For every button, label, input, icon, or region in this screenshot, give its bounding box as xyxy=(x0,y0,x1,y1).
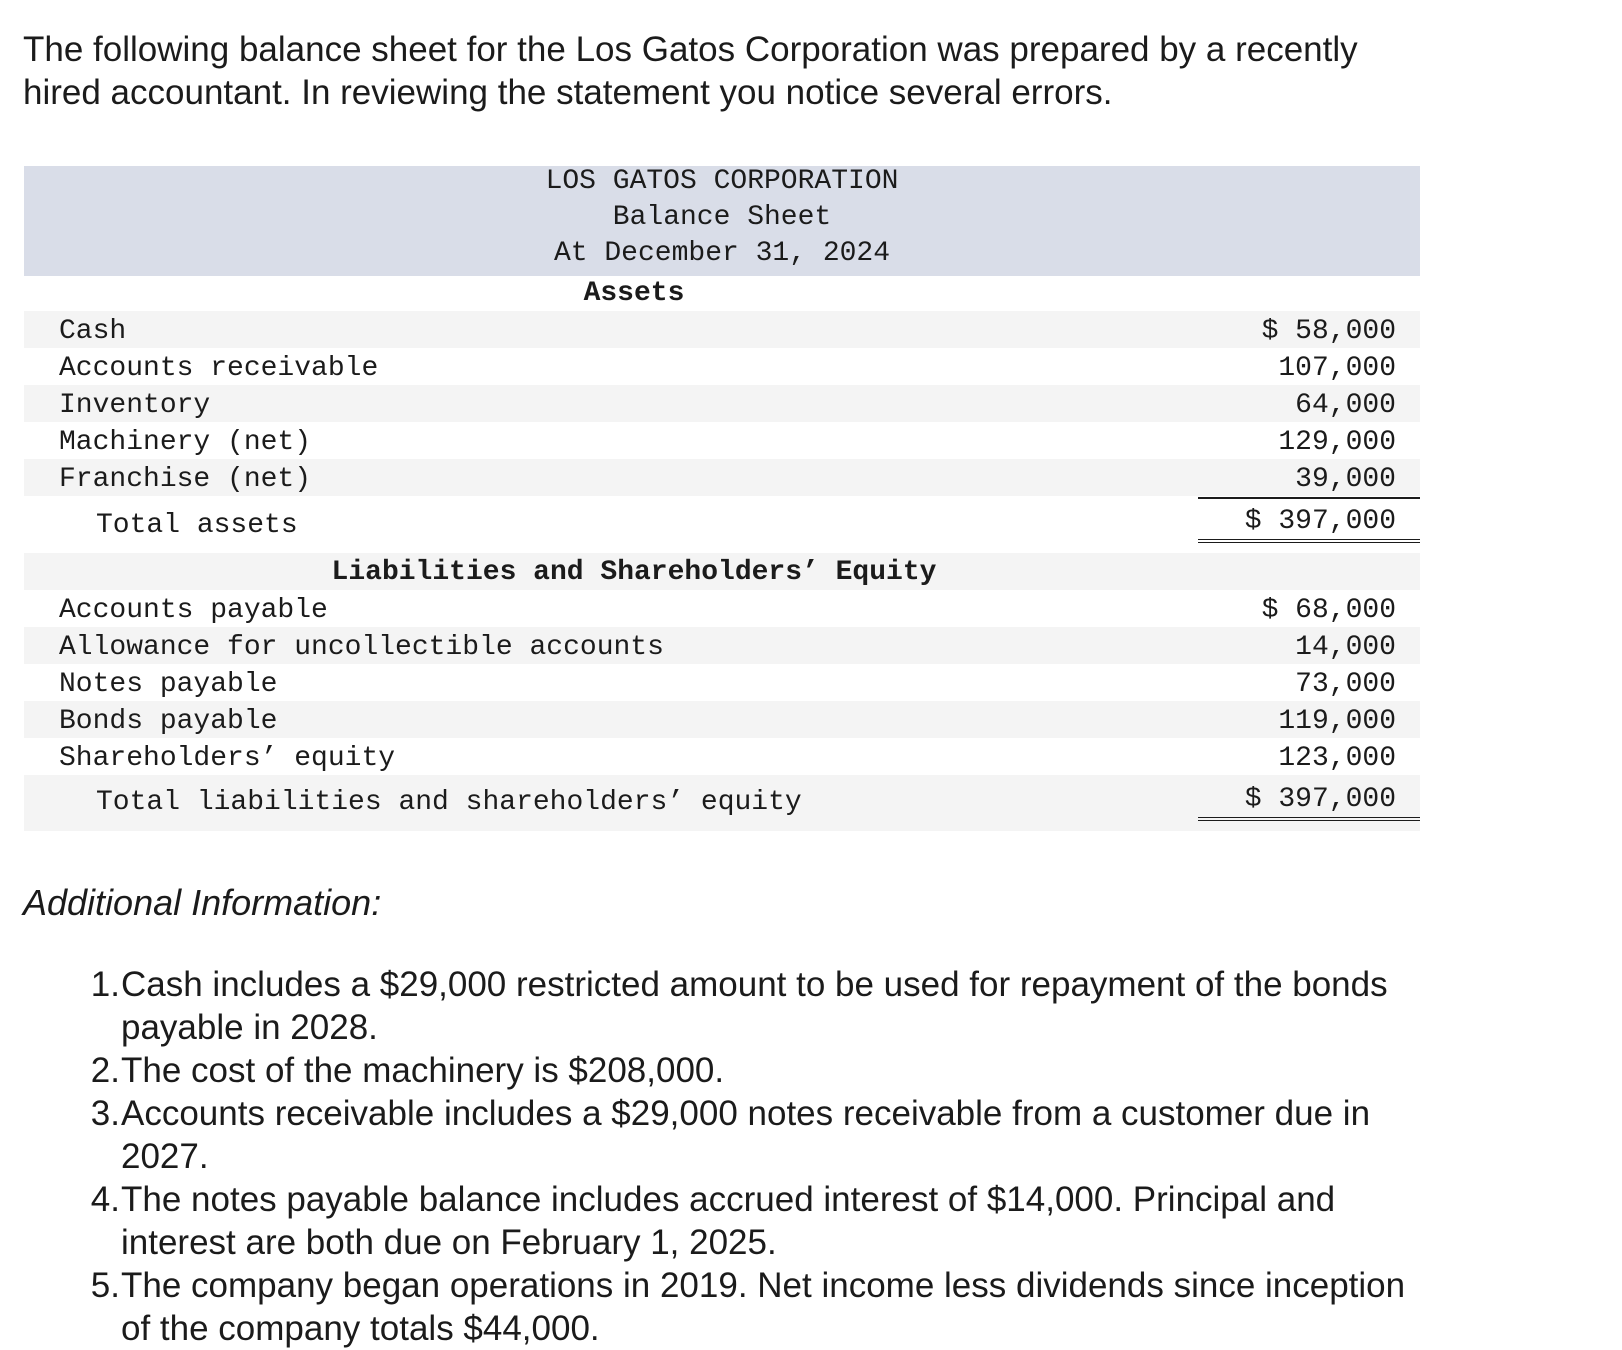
table-row xyxy=(24,459,1420,496)
table-row xyxy=(24,590,1420,627)
item-number: 1. xyxy=(90,965,120,1004)
company-name: LOS GATOS CORPORATION xyxy=(545,166,899,197)
item-text-line: of the company totals $44,000. xyxy=(121,1309,600,1348)
item-text-line: interest are both due on February 1, 2025. xyxy=(121,1223,777,1262)
item-text-line: Cash includes a $29,000 restricted amount to be used for repayment of the bonds xyxy=(121,965,1388,1004)
row-amount: 119,000 xyxy=(1278,706,1396,737)
item-number: 3. xyxy=(90,1094,120,1133)
total-assets-row xyxy=(24,496,1420,553)
table-row xyxy=(24,664,1420,701)
row-label: Shareholders’ equity xyxy=(59,743,396,774)
item-text-line: payable in 2028. xyxy=(121,1008,378,1047)
table-row xyxy=(24,627,1420,664)
item-text-line: The cost of the machinery is $208,000. xyxy=(121,1051,725,1090)
list-item xyxy=(0,1049,1600,1092)
assets-heading: Assets xyxy=(583,278,685,309)
list-item xyxy=(0,1092,1600,1178)
item-text-line: The notes payable balance includes accrued interest of $14,000. Principal and xyxy=(121,1180,1336,1219)
assets-heading-row xyxy=(24,276,1420,311)
item-number: 2. xyxy=(90,1051,120,1090)
list-item xyxy=(0,963,1600,1049)
row-label: Notes payable xyxy=(59,669,278,700)
item-number: 4. xyxy=(90,1180,120,1219)
row-amount: $ 58,000 xyxy=(1261,316,1396,347)
row-amount: 129,000 xyxy=(1278,427,1396,458)
row-amount: 64,000 xyxy=(1295,390,1396,421)
intro-line-1: The following balance sheet for the Los Gatos Corporation was prepared by a recently xyxy=(23,30,1358,69)
row-label: Machinery (net) xyxy=(59,427,312,458)
row-label: Accounts receivable xyxy=(59,353,379,384)
total-assets-label: Total assets xyxy=(96,510,298,541)
additional-info-list xyxy=(0,963,1600,1350)
table-row xyxy=(24,422,1420,459)
row-label: Bonds payable xyxy=(59,706,278,737)
balance-sheet xyxy=(24,166,1420,831)
additional-info-title: Additional Information: xyxy=(23,882,382,923)
statement-title: Balance Sheet xyxy=(612,202,832,233)
table-row xyxy=(24,701,1420,738)
row-label: Allowance for uncollectible accounts xyxy=(59,632,664,663)
row-amount: 123,000 xyxy=(1198,743,1420,778)
total-assets-amount: $ 397,000 xyxy=(1198,506,1420,543)
row-amount: 39,000 xyxy=(1198,464,1420,499)
row-label: Inventory xyxy=(59,390,211,421)
row-amount: $ 68,000 xyxy=(1261,595,1396,626)
row-label: Cash xyxy=(59,316,127,347)
intro-paragraph xyxy=(23,28,1563,114)
item-text-line: The company began operations in 2019. Net income less dividends since inception xyxy=(121,1266,1406,1305)
liabilities-heading-row xyxy=(24,553,1420,590)
row-label: Accounts payable xyxy=(59,595,328,626)
item-text-line: 2027. xyxy=(121,1137,209,1176)
table-row xyxy=(24,311,1420,348)
total-liabilities-label: Total liabilities and shareholders’ equity xyxy=(96,787,802,818)
list-item xyxy=(0,1264,1600,1350)
list-item xyxy=(0,1178,1600,1264)
statement-date: At December 31, 2024 xyxy=(553,238,891,269)
table-row xyxy=(24,385,1420,422)
row-amount: 14,000 xyxy=(1295,632,1396,663)
total-liabilities-amount: $ 397,000 xyxy=(1198,784,1420,821)
row-amount: 73,000 xyxy=(1295,669,1396,700)
total-liabilities-row xyxy=(24,775,1420,831)
row-label: Franchise (net) xyxy=(59,464,312,495)
item-text-line: Accounts receivable includes a $29,000 notes receivable from a customer due in xyxy=(121,1094,1371,1133)
table-row xyxy=(24,738,1420,775)
intro-line-2: hired accountant. In reviewing the statement you notice several errors. xyxy=(23,73,1113,112)
liabilities-heading: Liabilities and Shareholders’ Equity xyxy=(331,557,937,588)
balance-sheet-header xyxy=(24,166,1420,276)
item-number: 5. xyxy=(90,1266,120,1305)
table-row xyxy=(24,348,1420,385)
row-amount: 107,000 xyxy=(1278,353,1396,384)
